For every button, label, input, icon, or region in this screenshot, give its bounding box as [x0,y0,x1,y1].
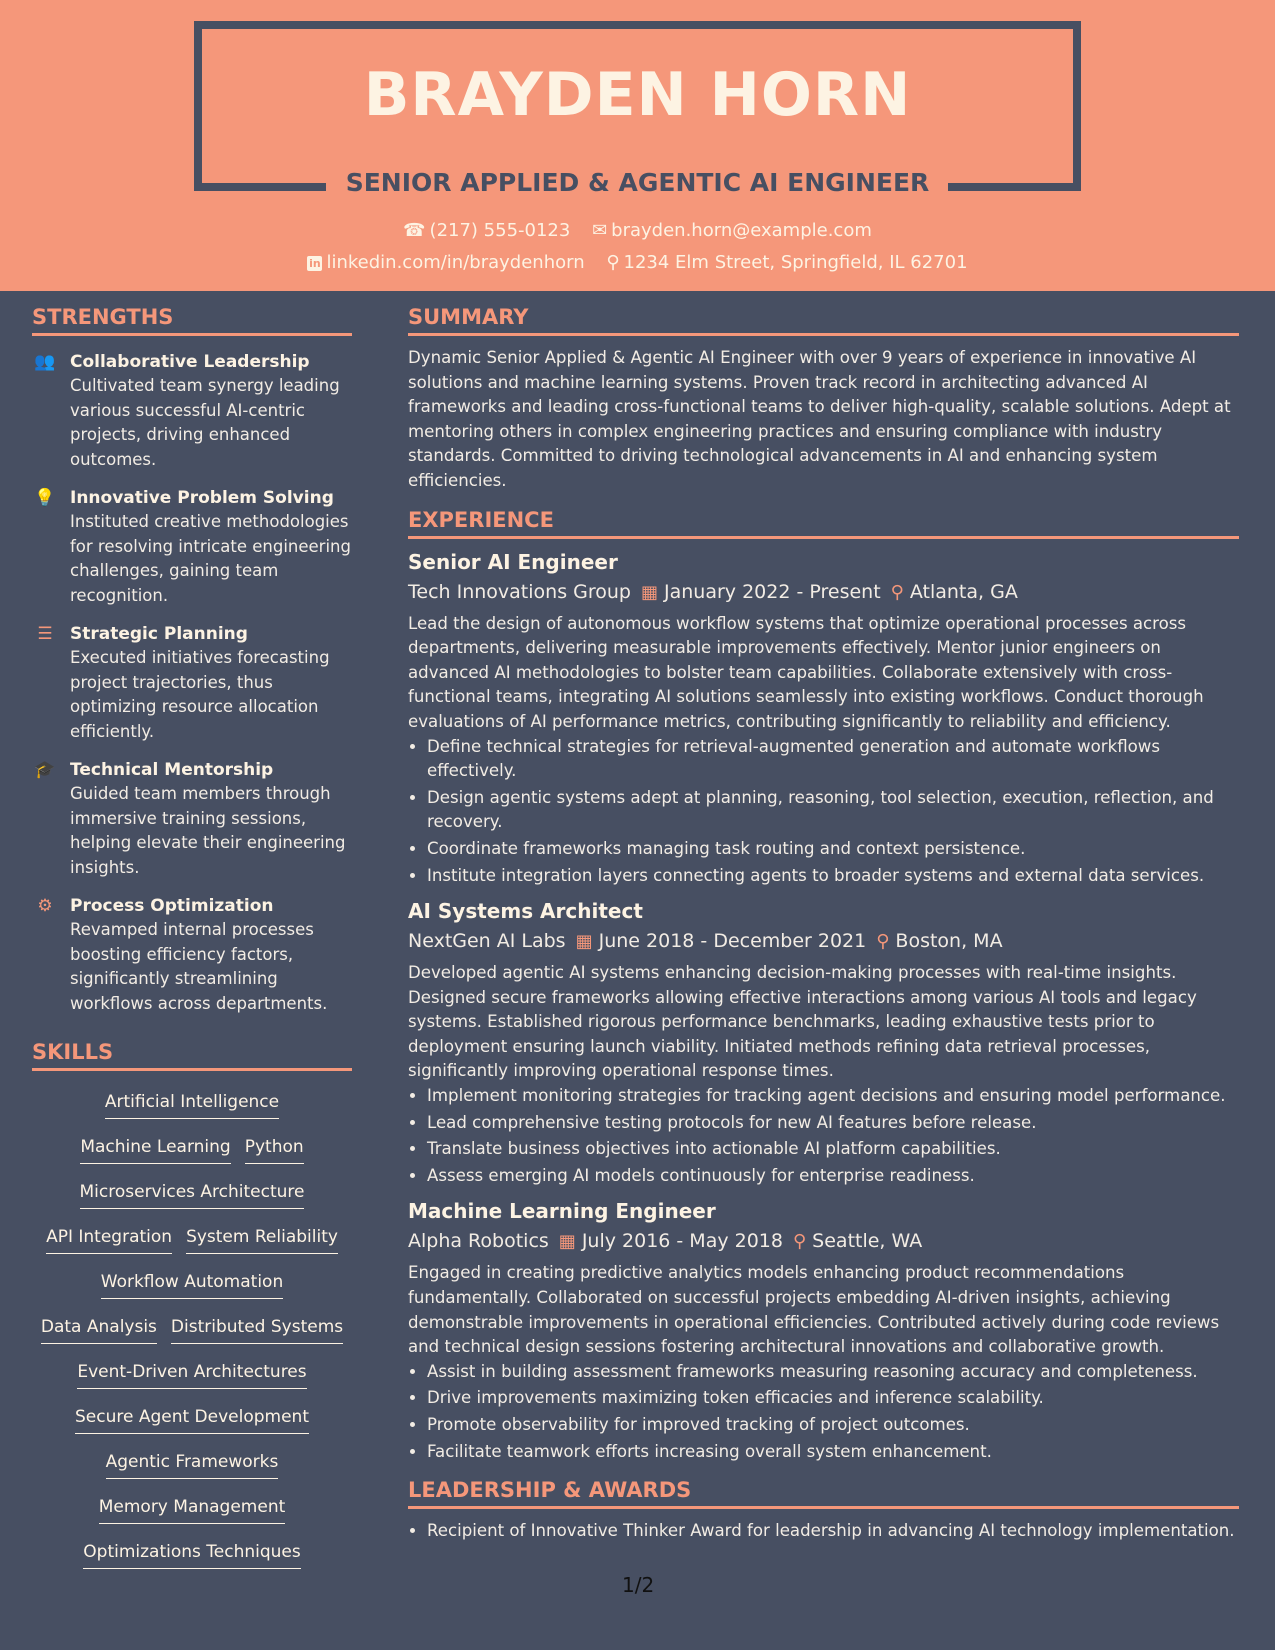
strength-title: Process Optimization [70,896,274,916]
job-entry [408,547,1239,889]
strength-item [32,622,352,744]
job-meta [408,577,1239,608]
experience-heading: EXPERIENCE [408,508,1239,539]
right-column [408,305,1239,1546]
skill-tag: Event-Driven Architectures [77,1359,306,1389]
map-marker-icon: ⚲ [606,252,620,273]
job-company: NextGen AI Labs [408,930,566,953]
linkedin-contact[interactable] [307,252,584,273]
job-meta [408,926,1239,957]
phone-text: (217) 555-0123 [429,220,571,241]
job-dates: June 2018 - December 2021 [598,930,867,953]
skill-tag: Machine Learning [80,1134,230,1164]
skill-tag: Distributed Systems [171,1314,343,1344]
job-bullets [408,1360,1239,1464]
job-title: Machine Learning Engineer [408,1199,716,1224]
job-dates: January 2022 - Present [664,580,881,603]
strength-item [32,350,352,472]
phone-contact [403,220,570,241]
job-location: Boston, MA [895,930,1003,953]
award-bullet: • Recipient of Innovative Thinker Award for leadership in advancing AI technology implementation. [427,1519,1239,1544]
summary-text: Dynamic Senior Applied & Agentic AI Engineer with over 9 years of experience in innovative AI solutions and machine learning systems. Proven track record in architecting advanced AI frameworks and leading cross-functional teams to deliver high-quality, scalable solutions. Adept at mentoring others in complex engineering practices and ensuring compliance with industry standards. Committed to driving technological advancements in AI and enhancing system efficiencies. [408,348,1231,490]
skill-row [32,1269,352,1314]
leadership-heading: LEADERSHIP & AWARDS [408,1478,1239,1509]
tasks-icon: ☰ [37,624,53,644]
skill-row [32,1359,352,1404]
job-bullet: • Translate business objectives into actionable AI platform capabilities. [427,1137,1239,1162]
job-bullet: • Lead comprehensive testing protocols for new AI features before release. [427,1111,1239,1136]
job-title: Senior AI Engineer [408,549,618,574]
envelope-icon: ✉ [592,220,608,241]
job-company: Alpha Robotics [408,1230,549,1253]
skill-tag: Memory Management [99,1494,286,1524]
strength-item [32,486,352,608]
email-text[interactable]: brayden.horn@example.com [611,220,872,241]
skill-tag: Data Analysis [41,1314,157,1344]
jobs-list [408,547,1239,1465]
strength-item [32,894,352,1016]
job-bullet: • Promote observability for improved tracking of project outcomes. [427,1413,1239,1438]
job-bullet: • Implement monitoring strategies for tracking agent decisions and ensuring model performance. [427,1084,1239,1109]
resume-header [0,0,1275,291]
users-icon: 👥 [34,352,56,372]
skill-tag: Secure Agent Development [75,1404,309,1434]
calendar-icon: ▦ [558,1231,576,1253]
skill-row [32,1134,352,1179]
skill-tag: Artificial Intelligence [105,1089,279,1119]
skill-tag: Python [245,1134,304,1164]
skill-tag: Optimizations Techniques [83,1539,300,1569]
address-text: 1234 Elm Street, Springfield, IL 62701 [623,252,968,273]
job-company: Tech Innovations Group [408,580,631,603]
graduation-cap-icon: 🎓 [34,760,56,780]
job-bullet: • Design agentic systems adept at planning, reasoning, tool selection, execution, reflection, and recovery. [427,786,1239,835]
job-bullet: • Institute integration layers connecting agents to broader systems and external data services. [427,864,1239,889]
contact-row-2 [0,252,1275,273]
job-bullet: • Coordinate frameworks managing task routing and context persistence. [427,837,1239,862]
skill-row [32,1539,352,1584]
skill-row [32,1314,352,1359]
map-marker-icon: ⚲ [890,581,904,603]
linkedin-icon: in [309,257,321,270]
email-contact[interactable] [592,220,872,241]
skill-row [32,1224,352,1269]
skill-tag: System Reliability [186,1224,338,1254]
page-number: 1/2 [622,1573,655,1597]
strength-title: Technical Mentorship [70,760,274,780]
strengths-list [32,350,352,1016]
calendar-icon: ▦ [640,581,658,603]
skill-row [32,1404,352,1449]
strength-text: Cultivated team synergy leading various successful AI-centric projects, driving enhanced outcomes. [70,376,340,469]
phone-icon: ☎ [403,220,426,241]
left-column [32,305,352,1584]
strength-text: Instituted creative methodologies for resolving intricate engineering challenges, gaining team recognition. [70,512,351,605]
leadership-list [408,1519,1239,1544]
summary-heading: SUMMARY [408,305,1239,336]
job-bullet: • Define technical strategies for retrieval-augmented generation and automate workflows effectively. [427,735,1239,784]
candidate-name: BRAYDEN HORN [363,60,912,130]
map-marker-icon: ⚲ [876,931,890,953]
job-entry [408,896,1239,1188]
job-location: Atlanta, GA [909,580,1018,603]
job-dates: July 2016 - May 2018 [581,1230,783,1253]
linkedin-text[interactable]: linkedin.com/in/braydenhorn [326,252,585,273]
strengths-heading: STRENGTHS [32,305,352,336]
strength-text: Revamped internal processes boosting efficiency factors, significantly streamlining workflows across departments. [70,920,328,1013]
job-bullet: • Assess emerging AI models continuously for enterprise readiness. [427,1164,1239,1189]
skill-tag: Microservices Architecture [80,1179,305,1209]
job-meta [408,1226,1239,1257]
skills-heading: SKILLS [32,1040,352,1071]
candidate-title: SENIOR APPLIED & AGENTIC AI ENGINEER [345,168,930,197]
job-description: Developed agentic AI systems enhancing decision-making processes with real-time insights. Designed secure frameworks allowing effective interactions among various AI tools and legacy systems. Established rigorous performance benchmarks, leading exhaustive tests prior to deployment ensuring launch viability. Initiated methods refining data retrieval processes, significantly improving operational response times. [408,963,1197,1081]
strength-text: Guided team members through immersive training sessions, helping elevate their engineering insights. [70,784,346,877]
strength-title: Strategic Planning [70,624,248,644]
job-bullet: • Drive improvements maximizing token efficacies and inference scalability. [427,1386,1239,1411]
skill-row [32,1449,352,1494]
skill-row [32,1494,352,1539]
map-marker-icon: ⚲ [792,1231,807,1253]
strength-title: Collaborative Leadership [70,352,310,372]
skill-tag: Workflow Automation [101,1269,283,1299]
job-entry [408,1196,1239,1464]
lightbulb-icon: 💡 [34,488,56,508]
job-title: AI Systems Architect [408,899,643,924]
skill-tag: Agentic Frameworks [106,1449,279,1479]
job-bullet: • Assist in building assessment frameworks measuring reasoning accuracy and completeness. [427,1360,1239,1385]
job-bullets [408,1084,1239,1188]
job-bullet: • Facilitate teamwork efforts increasing overall system enhancement. [427,1440,1239,1465]
address-contact [606,252,967,273]
contact-row-1 [0,220,1275,241]
gears-icon: ⚙ [37,896,53,916]
skill-tag: API Integration [46,1224,172,1254]
job-description: Engaged in creating predictive analytics models enhancing product recommendations fundamentally. Collaborated on successful projects embedding AI-driven insights, achieving demonstrable improvements in operational efficiencies. Contributed actively during code reviews and technical design sessions fostering architectural innovations and collaborative growth. [408,1263,1220,1357]
strength-item [32,758,352,880]
calendar-icon: ▦ [575,931,593,953]
job-description: Lead the design of autonomous workflow systems that optimize operational processes across departments, delivering measurable improvements effectively. Mentor junior engineers on advanced AI methodologies to bolster team capabilities. Collaborate extensively with cross-functional teams, integrating AI solutions seamlessly into existing workflows. Conduct thorough evaluations of AI performance metrics, contributing significantly to reliability and efficiency. [408,613,1204,731]
job-bullets [408,735,1239,889]
strength-title: Innovative Problem Solving [70,488,334,508]
skills-list [32,1089,352,1584]
skill-row [32,1089,352,1134]
job-location: Seattle, WA [812,1230,923,1253]
skill-row [32,1179,352,1224]
strength-text: Executed initiatives forecasting project trajectories, thus optimizing resource allocation efficiently. [70,648,330,741]
